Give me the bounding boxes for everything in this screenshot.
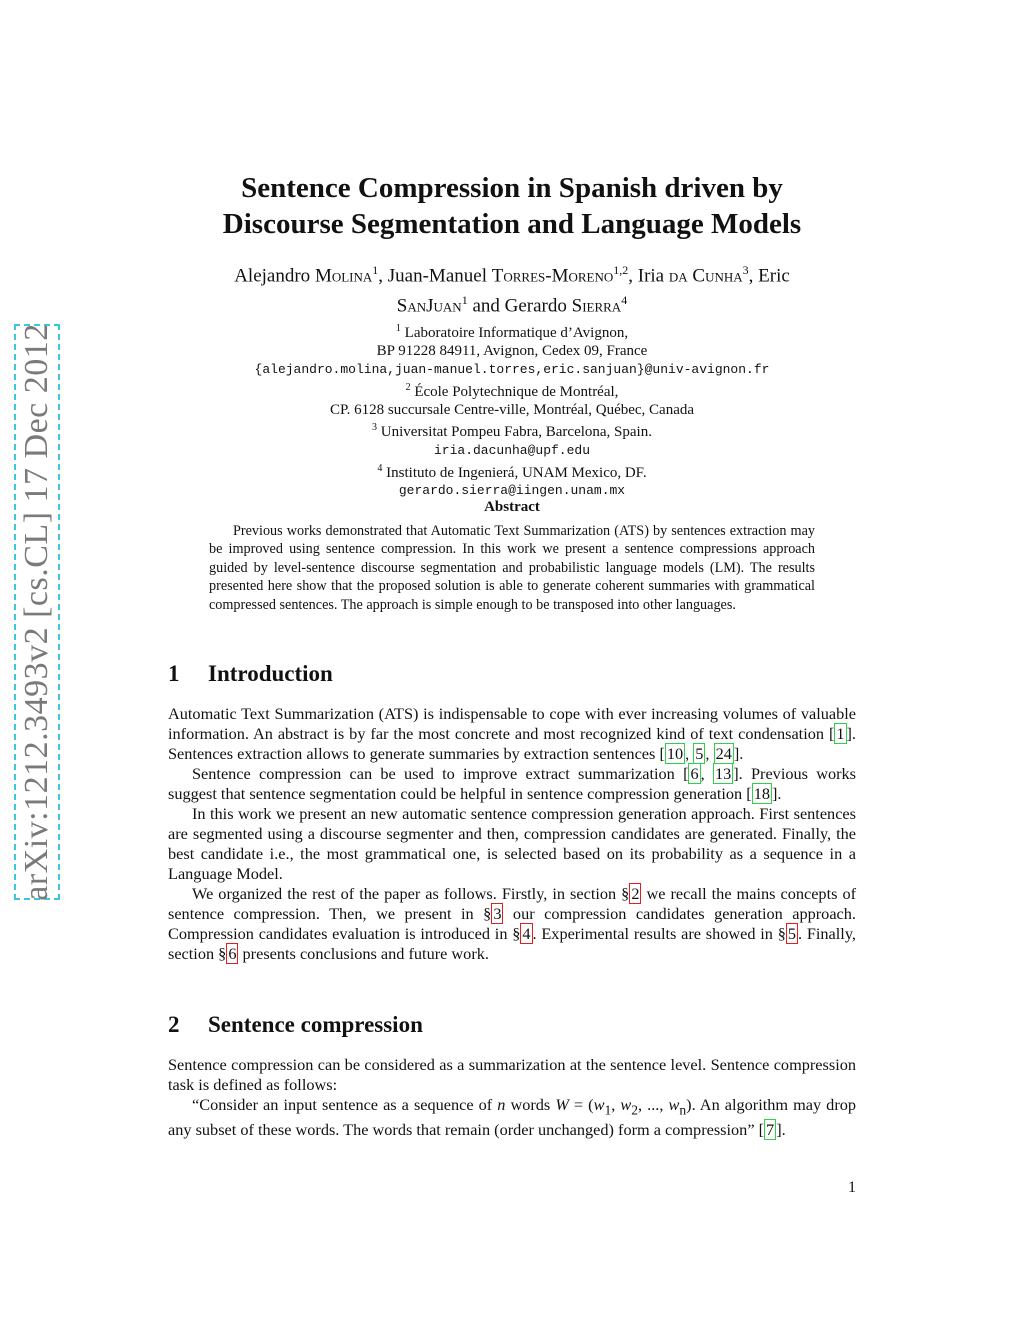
affiliation-4-name xyxy=(160,460,864,482)
math-var: n xyxy=(497,1095,506,1114)
affiliation-sup: 4 xyxy=(377,463,383,475)
section-title: Introduction xyxy=(208,661,333,686)
affiliation-4-email[interactable]: gerardo.sierra@iingen.unam.mx xyxy=(398,483,626,499)
arxiv-id: arXiv:1212.3493v2 [cs.CL] 17 Dec 2012 xyxy=(18,323,55,901)
author-line-1: Alejandro Molina$^1$, Juan-Manuel Torres-Moreno$^{1,2}$, Iria da Cunha$^3$, Eric xyxy=(234,263,790,287)
page-number: 1 xyxy=(848,1179,856,1196)
author-last: SanJuan xyxy=(396,295,462,317)
citation-link[interactable]: 10 xyxy=(666,744,684,763)
text-run: Sentence compression can be used to improve extract summarization xyxy=(192,764,684,783)
citation-link[interactable]: 18 xyxy=(753,784,770,803)
arxiv-stamp[interactable] xyxy=(14,324,60,900)
text-run: Automatic Text Summarization (ATS) is indispensable to cope with ever increasing volumes of valuable information. An abstract is by far the most concrete and most recognized kind of text condensation xyxy=(168,704,856,743)
section-link[interactable]: 2 xyxy=(631,884,640,903)
section-link[interactable]: 3 xyxy=(493,904,502,923)
author-sup: 3 xyxy=(742,263,749,277)
section-2-heading xyxy=(168,1012,423,1038)
math-var: w xyxy=(668,1095,680,1114)
citation-link[interactable]: 5 xyxy=(695,744,704,763)
abstract-heading: Abstract xyxy=(484,499,540,515)
text-run: words xyxy=(505,1095,556,1114)
author-sup: 4 xyxy=(621,293,628,308)
paragraph xyxy=(168,884,856,964)
math-var: W xyxy=(555,1095,569,1114)
affiliation-3-name xyxy=(160,419,864,441)
text-run: ]. Previous works suggest that sentence segmentation could be helpful in sentence compression generation xyxy=(168,764,857,803)
author-sup: 1,2 xyxy=(613,263,629,277)
math-sub: 1 xyxy=(604,1102,612,1118)
paragraph: Sentence compression can be considered as a summarization at the sentence level. Sentence compression task is defined as follows: xyxy=(168,1055,856,1094)
citation-link[interactable]: 24 xyxy=(715,744,732,763)
text-run: . Sentences extraction allows to generate summaries by extraction sentences xyxy=(168,724,856,763)
math-sub: n xyxy=(679,1102,687,1118)
section-2-body xyxy=(168,1055,856,1140)
affiliation-text: École Polytechnique de Montréal, xyxy=(410,383,619,400)
paragraph: Automatic Text Summarization (ATS) is indispensable to cope with ever increasing volumes of valuable information. An abstract is by far the most concrete and most recognized kind of text condensation [ 1 ]. Sentences extraction allows to generate summaries by extraction sentences [ 10 , 5 , 24 ]. xyxy=(168,704,856,763)
text-run: . xyxy=(777,784,782,803)
section-title: Sentence compression xyxy=(208,1012,423,1037)
affiliation-1-email[interactable]: {alejandro.molina,juan-manuel.torres,eric.sanjuan}@univ-avignon.fr xyxy=(254,361,770,377)
author-last: Torres-Moreno xyxy=(491,265,614,287)
affiliation-text: Universitat Pompeu Fabra, Barcelona, Spain. xyxy=(377,424,652,441)
text-run: We organized the rest of the paper as follows. Firstly, in section § xyxy=(192,884,630,903)
author-first: Iria xyxy=(637,265,669,287)
paper-title xyxy=(150,170,874,242)
text-run: , xyxy=(611,1095,621,1114)
text-run: . Finally, section § xyxy=(168,924,856,963)
text-run: we recall the mains concepts of sentence compression. Then, we present in § xyxy=(168,884,857,923)
math-sub: 2 xyxy=(631,1102,639,1118)
affiliations xyxy=(160,320,864,501)
text-run: ). An algorithm may drop any subset of these words. The words that remain (order unchanged) form a compression” xyxy=(168,1095,857,1140)
title-line-2: Discourse Segmentation and Language Models xyxy=(222,208,802,240)
affiliation-2-address: CP. 6128 succursale Centre-ville, Montréal, Québec, Canada xyxy=(329,402,695,419)
abstract-text: Previous works demonstrated that Automatic Text Summarization (ATS) by sentences extraction may be improved using sentence compression. In this work we present a sentence compressions approach guided by level-sentence discourse segmentation and probabilistic language models (LM). The results presented here show that the proposed solution is able to generate coherent summaries with grammatical compressed sentences. The approach is simple enough to be transposed into other languages. xyxy=(209,523,815,613)
text-run: ]. xyxy=(776,1120,786,1140)
affiliation-1-name xyxy=(160,320,864,342)
affiliation-sup: 1 xyxy=(395,323,401,334)
text-run: ]. xyxy=(733,744,744,763)
text-run: = ( xyxy=(568,1095,594,1114)
paragraph: In this work we present an new automatic sentence compression generation approach. First sentences are segmented using a discourse segmenter and then, compression candidates are generated. Finally, the best candidate i.e., the most grammatical one, is selected based on its probability as a sequence in a Language Model. xyxy=(168,804,856,883)
author-sup: 1 xyxy=(372,263,379,277)
author-last: Sierra xyxy=(571,295,622,317)
author-first: Juan-Manuel xyxy=(387,265,492,287)
section-link[interactable]: 6 xyxy=(228,944,237,963)
affiliation-2-name xyxy=(160,379,864,401)
affiliation-text: Instituto de Ingenierá, UNAM Mexico, DF. xyxy=(382,465,647,482)
section-link[interactable]: 4 xyxy=(522,924,531,943)
citation-link[interactable]: 6 xyxy=(690,764,699,783)
author-line-2 xyxy=(160,288,864,318)
author-last: da Cunha xyxy=(668,265,743,287)
text-run: , ..., xyxy=(638,1095,669,1114)
text-run: . Experimental results are showed in § xyxy=(532,924,786,943)
author-last: Molina xyxy=(314,265,373,287)
affiliation-text: Laboratoire Informatique d’Avignon, xyxy=(400,325,629,341)
section-1-heading xyxy=(168,661,333,687)
text-run: [ xyxy=(683,764,689,783)
citation-link[interactable]: 7 xyxy=(766,1120,775,1140)
affiliation-sup: 2 xyxy=(405,381,411,393)
section-1-body xyxy=(168,704,856,964)
author-first: Alejandro xyxy=(234,265,315,287)
math-var: w xyxy=(593,1095,605,1114)
math-var: w xyxy=(620,1095,632,1114)
section-number: 1 xyxy=(168,661,180,686)
author-first: Gerardo xyxy=(504,295,572,317)
affiliation-sup: 3 xyxy=(372,422,378,434)
affiliation-1-address: BP 91228 84911, Avignon, Cedex 09, France xyxy=(376,343,648,360)
citation-link[interactable]: 1 xyxy=(836,724,845,743)
author-and: and xyxy=(467,295,505,317)
paragraph xyxy=(168,1095,856,1140)
text-run: [ xyxy=(758,1120,765,1140)
text-run: our compression candidates generation approach. Compression candidates evaluation is introduced in § xyxy=(168,904,856,943)
author-sup: 1 xyxy=(461,293,468,308)
section-number: 2 xyxy=(168,1012,180,1037)
author-list xyxy=(160,258,864,319)
section-link[interactable]: 5 xyxy=(787,924,796,943)
paragraph: Sentence compression can be used to improve extract summarization [ 6 , 13 ]. Previous works suggest that sentence segmentation could be helpful in sentence compression generation [ 18 ]. xyxy=(168,764,857,803)
title-line-1: Sentence Compression in Spanish driven by xyxy=(241,172,783,204)
text-run: presents conclusions and future work. xyxy=(238,944,489,963)
affiliation-3-email[interactable]: iria.dacunha@upf.edu xyxy=(433,442,591,458)
text-run: “Consider an input sentence as a sequence of xyxy=(192,1095,498,1114)
citation-link[interactable]: 13 xyxy=(714,764,732,783)
text-run: [ xyxy=(659,744,665,763)
author-first: Eric xyxy=(758,265,790,287)
